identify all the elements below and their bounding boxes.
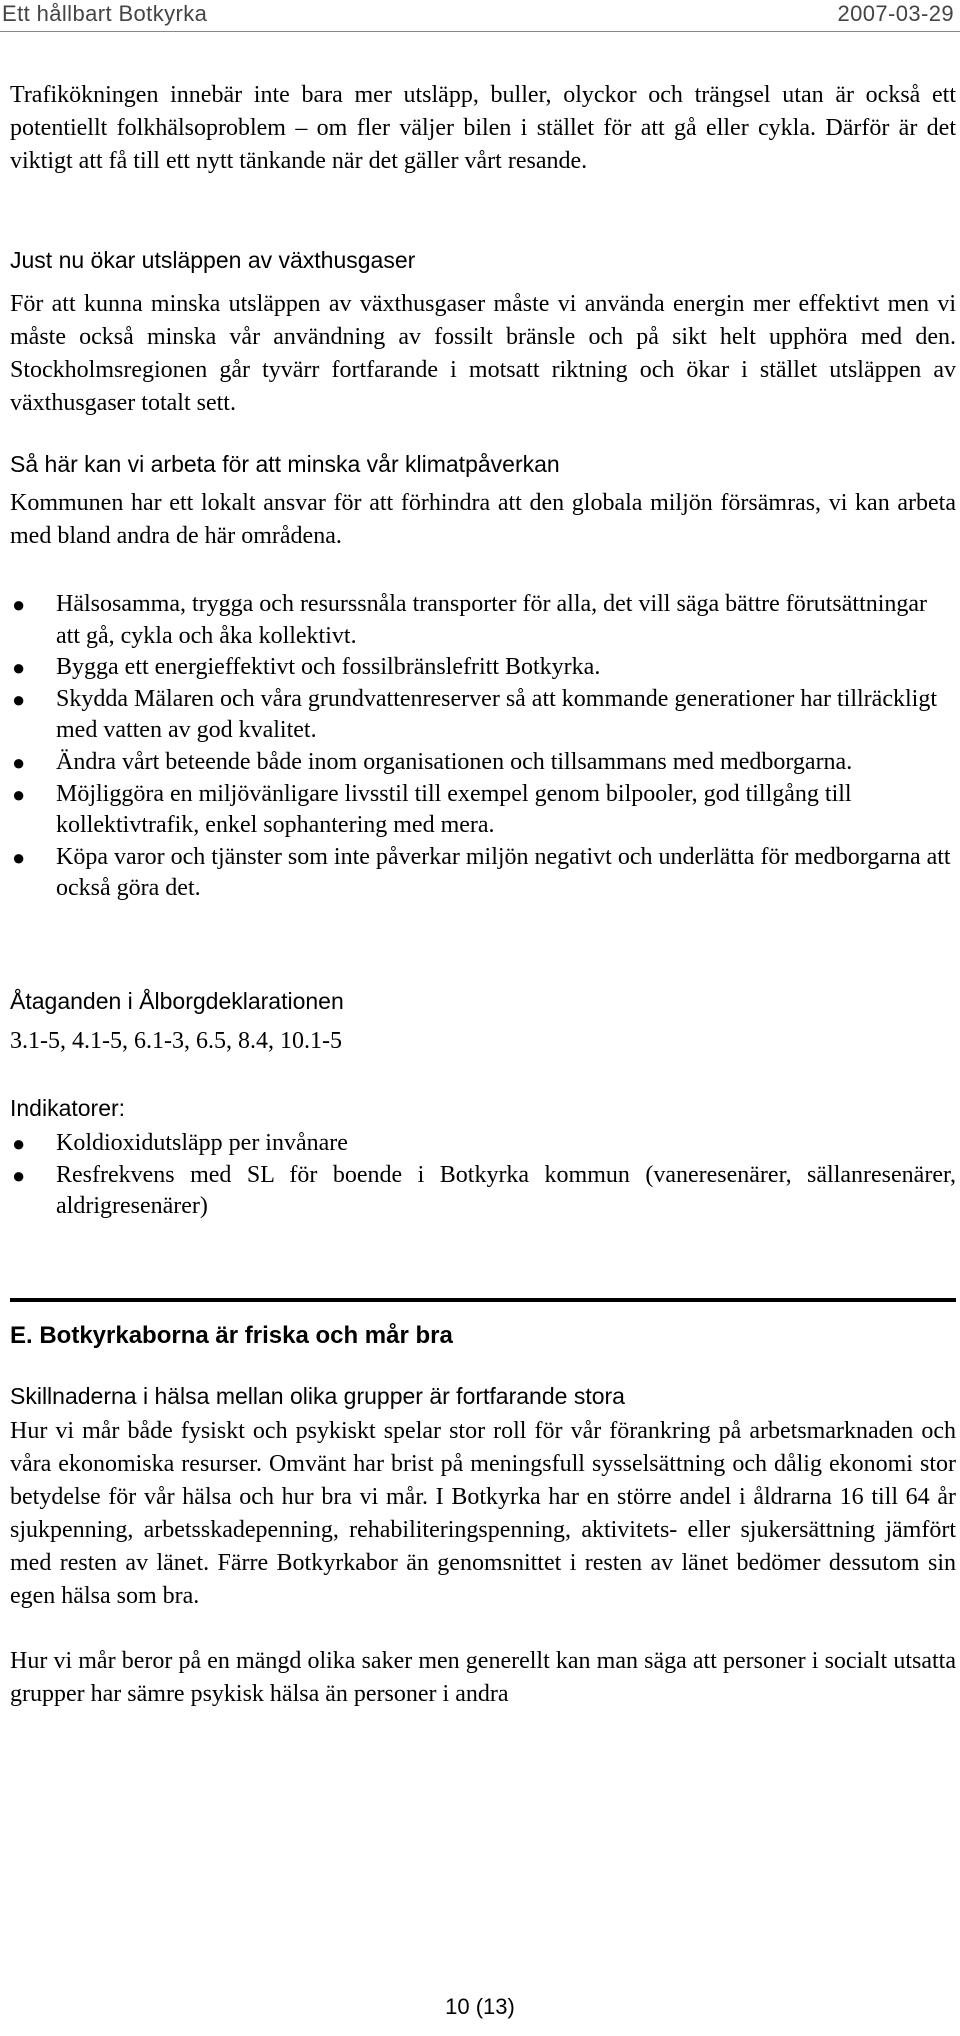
indicators-heading: Indikatorer: xyxy=(10,1095,126,1121)
indicators-section xyxy=(10,1093,956,1223)
aalborg-heading: Åtaganden i Ålborgdeklarationen xyxy=(10,988,344,1014)
emissions-body: För att kunna minska utsläppen av växthusgaser måste vi använda energin mer effektivt men vi måste också minska vår användning av fossilt bränsle och på sikt helt upphöra med den. Stockholmsregionen går tyvärr fortfarande i motsatt riktning och ökar i stället utsläppen av växthusgaser totalt sett. xyxy=(10,291,956,416)
bullet-icon: ● xyxy=(12,1131,26,1156)
climate-heading: Så här kan vi arbeta för att minska vår klimatpåverkan xyxy=(10,451,560,477)
climate-section xyxy=(10,449,956,553)
emissions-heading: Just nu ökar utsläppen av växthusgaser xyxy=(10,247,416,273)
section-e-paragraph-1: Hur vi mår både fysiskt och psykiskt spelar stor roll för vår förankring på arbetsmarknaden och våra ekonomiska resurser. Omvänt har brist på meningsfull sysselsättning och dålig ekonomi stor betydelse för vår hälsa och hur bra vi mår. I Botkyrka har en större andel i åldrarna 16 till 64 år sjukpenning, arbetsskadepenning, rehabiliteringspenning, aktivitets- eller sjukersättning jämfört med resten av länet. Färre Botkyrkabor än genomsnittet i resten av länet bedömer dessutom sin egen hälsa som bra. xyxy=(10,1418,956,1609)
bullet-icon: ● xyxy=(12,1162,26,1188)
indicators-bullet-list xyxy=(10,1128,956,1223)
bullet-icon: ● xyxy=(12,749,26,775)
section-e-subheading: Skillnaderna i hälsa mellan olika grupper är fortfarande stora xyxy=(10,1383,625,1409)
list-item: ● Hälsosamma, trygga och resurssnåla transporter för alla, det vill säga bättre förutsättningar att gå, cykla och åka kollektivt. xyxy=(12,591,928,649)
climate-body: Kommunen har ett lokalt ansvar för att förhindra att den globala miljön försämras, vi kan arbeta med bland andra de här områdena. xyxy=(10,490,956,549)
aalborg-values: 3.1-5, 4.1-5, 6.1-3, 6.5, 8.4, 10.1-5 xyxy=(10,1028,342,1054)
list-item: ● Resfrekvens med SL för boende i Botkyrka kommun (vaneresenärer, sällanresenärer, aldrigresenärer) xyxy=(12,1161,956,1220)
bullet-icon: ● xyxy=(12,844,26,870)
section-divider xyxy=(10,1298,956,1302)
header-date: 2007-03-29 xyxy=(837,1,954,26)
climate-list-section xyxy=(10,589,956,905)
list-item: ● Koldioxidutsläpp per invånare xyxy=(10,1128,956,1160)
bullet-icon: ● xyxy=(12,686,26,712)
bullet-icon: ● xyxy=(12,592,26,617)
list-item: ● Skydda Mälaren och våra grundvattenreserver så att kommande generationer har tillräckligt med vatten av god kvalitet. xyxy=(12,685,937,744)
section-e-heading: E. Botkyrkaborna är friska och mår bra xyxy=(10,1322,453,1349)
bullet-icon: ● xyxy=(12,655,26,681)
climate-bullet-list xyxy=(10,589,956,905)
section-e xyxy=(10,1321,956,1711)
header-title: Ett hållbart Botkyrka xyxy=(2,1,208,26)
list-item: ● Ändra vårt beteende både inom organisationen och tillsammans med medborgarna. xyxy=(10,747,956,779)
section-e-paragraph-2: Hur vi mår beror på en mängd olika saker men generellt kan man säga att personer i socialt utsatta grupper har sämre psykisk hälsa än personer i andra xyxy=(10,1648,956,1707)
running-header xyxy=(0,0,960,32)
list-item: ● Köpa varor och tjänster som inte påverkar miljön negativt och underlätta för medborgarna att också göra det. xyxy=(12,843,951,902)
page-number: 10 (13) xyxy=(445,1994,515,2019)
intro-paragraph: Trafikökningen innebär inte bara mer utsläpp, buller, olyckor och trängsel utan är också ett potentiellt folkhälsoproblem – om fler väljer bilen i stället för att gå eller cykla. Därför är det viktigt att få till ett nytt tänkande när det gäller vårt resande. xyxy=(10,82,956,174)
bullet-icon: ● xyxy=(12,781,26,807)
header-rule xyxy=(0,31,960,32)
intro-section xyxy=(10,79,956,178)
list-item: ● Möjliggöra en miljövänligare livsstil till exempel genom bilpooler, god tillgång till kollektivtrafik, enkel sophantering med mera. xyxy=(12,780,852,839)
list-item: ● Bygga ett energieffektivt och fossilbränslefritt Botkyrka. xyxy=(10,652,956,684)
aalborg-section xyxy=(10,986,956,1058)
emissions-section xyxy=(10,245,956,420)
